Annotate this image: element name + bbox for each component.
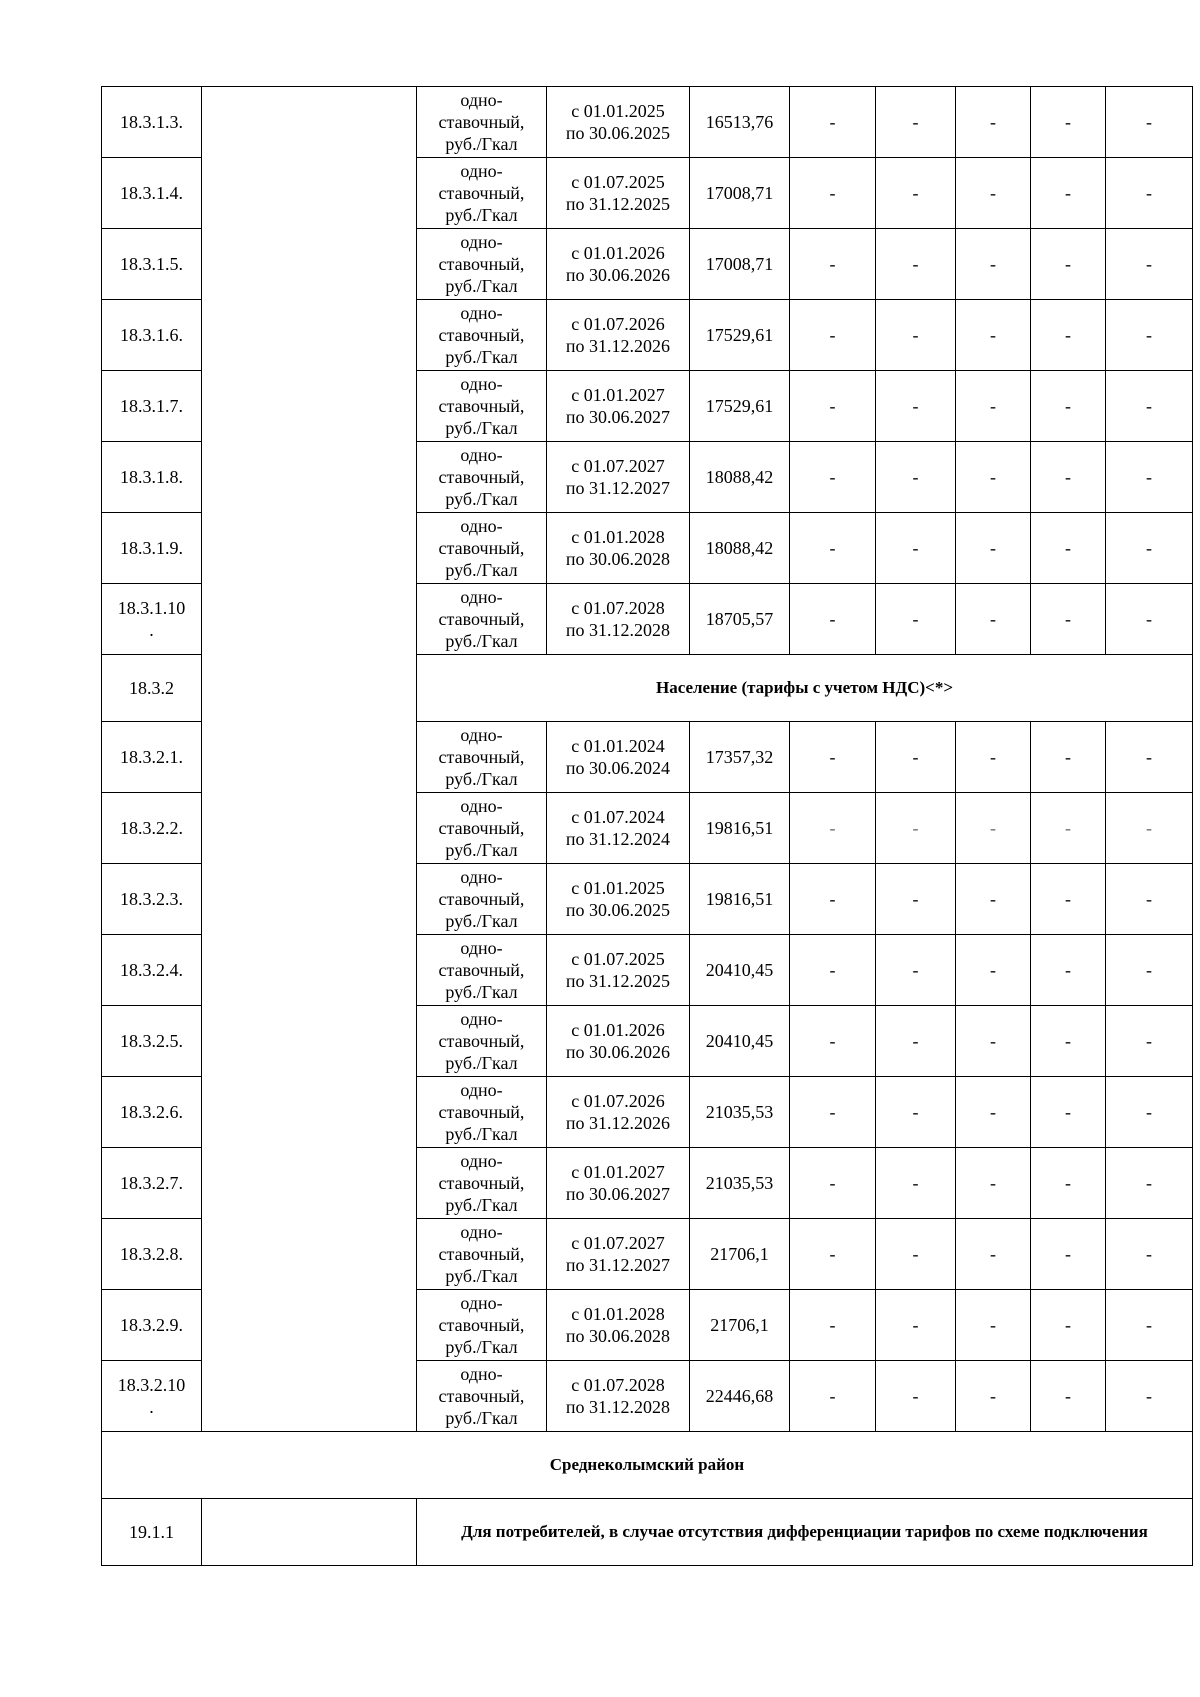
empty-value-cell: - (790, 584, 876, 655)
tariff-value-cell: 17529,61 (690, 371, 790, 442)
tariff-type-cell: одно- ставочный, руб./Гкал (417, 722, 547, 793)
empty-value-cell: - (1106, 793, 1193, 864)
empty-value-cell: - (1106, 584, 1193, 655)
period-cell: с 01.01.2028 по 30.06.2028 (547, 1290, 690, 1361)
empty-value-cell: - (790, 1077, 876, 1148)
empty-value-cell: - (1031, 1148, 1106, 1219)
empty-value-cell: - (790, 1361, 876, 1432)
tariff-type-cell: одно- ставочный, руб./Гкал (417, 158, 547, 229)
empty-value-cell: - (956, 1290, 1031, 1361)
row-number-cell: 18.3.2.3. (102, 864, 202, 935)
empty-value-cell: - (1031, 935, 1106, 1006)
empty-value-cell: - (956, 513, 1031, 584)
empty-value-cell: - (876, 864, 956, 935)
tariff-value-cell: 17008,71 (690, 158, 790, 229)
empty-value-cell: - (876, 793, 956, 864)
tariff-type-cell: одно- ставочный, руб./Гкал (417, 1219, 547, 1290)
tariff-type-cell: одно- ставочный, руб./Гкал (417, 1148, 547, 1219)
empty-value-cell: - (956, 722, 1031, 793)
tariff-value-cell: 18088,42 (690, 513, 790, 584)
empty-value-cell: - (1106, 442, 1193, 513)
period-cell: с 01.01.2026 по 30.06.2026 (547, 229, 690, 300)
row-number-cell: 18.3.1.6. (102, 300, 202, 371)
period-cell: с 01.01.2027 по 30.06.2027 (547, 371, 690, 442)
empty-value-cell: - (1106, 935, 1193, 1006)
organization-cell (202, 1499, 417, 1566)
period-cell: с 01.01.2024 по 30.06.2024 (547, 722, 690, 793)
empty-value-cell: - (790, 722, 876, 793)
empty-value-cell: - (1031, 513, 1106, 584)
tariff-type-cell: одно- ставочный, руб./Гкал (417, 442, 547, 513)
empty-value-cell: - (956, 864, 1031, 935)
empty-value-cell: - (1106, 1006, 1193, 1077)
empty-value-cell: - (876, 513, 956, 584)
table-body (102, 87, 1193, 1566)
empty-value-cell: - (1106, 1148, 1193, 1219)
period-cell: с 01.07.2025 по 31.12.2025 (547, 935, 690, 1006)
empty-value-cell: - (1106, 864, 1193, 935)
tariff-type-cell: одно- ставочный, руб./Гкал (417, 864, 547, 935)
period-cell: с 01.01.2027 по 30.06.2027 (547, 1148, 690, 1219)
period-cell: с 01.01.2028 по 30.06.2028 (547, 513, 690, 584)
row-number-cell: 18.3.2.1. (102, 722, 202, 793)
row-number-cell: 18.3.2.2. (102, 793, 202, 864)
tariff-value-cell: 17008,71 (690, 229, 790, 300)
tariff-value-cell: 22446,68 (690, 1361, 790, 1432)
empty-value-cell: - (876, 1290, 956, 1361)
empty-value-cell: - (790, 793, 876, 864)
tariff-type-cell: одно- ставочный, руб./Гкал (417, 584, 547, 655)
tariff-type-cell: одно- ставочный, руб./Гкал (417, 1006, 547, 1077)
period-cell: с 01.07.2024 по 31.12.2024 (547, 793, 690, 864)
row-number-cell: 18.3.2.5. (102, 1006, 202, 1077)
tariff-type-cell: одно- ставочный, руб./Гкал (417, 1077, 547, 1148)
empty-value-cell: - (790, 935, 876, 1006)
empty-value-cell: - (876, 1361, 956, 1432)
empty-value-cell: - (790, 1006, 876, 1077)
period-cell: с 01.07.2028 по 31.12.2028 (547, 584, 690, 655)
empty-value-cell: - (876, 442, 956, 513)
tariff-value-cell: 19816,51 (690, 793, 790, 864)
row-number-cell: 18.3.1.8. (102, 442, 202, 513)
empty-value-cell: - (1106, 371, 1193, 442)
empty-value-cell: - (876, 158, 956, 229)
empty-value-cell: - (1106, 300, 1193, 371)
tariff-value-cell: 18705,57 (690, 584, 790, 655)
empty-value-cell: - (1031, 1077, 1106, 1148)
tariff-type-cell: одно- ставочный, руб./Гкал (417, 371, 547, 442)
tariff-type-cell: одно- ставочный, руб./Гкал (417, 1290, 547, 1361)
empty-value-cell: - (790, 442, 876, 513)
empty-value-cell: - (1031, 87, 1106, 158)
empty-value-cell: - (956, 584, 1031, 655)
period-cell: с 01.01.2026 по 30.06.2026 (547, 1006, 690, 1077)
empty-value-cell: - (1031, 1006, 1106, 1077)
empty-value-cell: - (1106, 87, 1193, 158)
empty-value-cell: - (1106, 513, 1193, 584)
table-row (102, 87, 1193, 158)
empty-value-cell: - (1106, 1361, 1193, 1432)
empty-value-cell: - (1031, 158, 1106, 229)
empty-value-cell: - (1031, 442, 1106, 513)
empty-value-cell: - (956, 1361, 1031, 1432)
empty-value-cell: - (1031, 1290, 1106, 1361)
period-cell: с 01.07.2027 по 31.12.2027 (547, 442, 690, 513)
empty-value-cell: - (956, 1148, 1031, 1219)
tariff-type-cell: одно- ставочный, руб./Гкал (417, 229, 547, 300)
empty-value-cell: - (876, 722, 956, 793)
empty-value-cell: - (876, 87, 956, 158)
row-number-cell: 18.3.1.4. (102, 158, 202, 229)
row-number-cell: 18.3.2.9. (102, 1290, 202, 1361)
empty-value-cell: - (956, 1219, 1031, 1290)
empty-value-cell: - (790, 158, 876, 229)
tariff-value-cell: 16513,76 (690, 87, 790, 158)
empty-value-cell: - (876, 300, 956, 371)
organization-cell (202, 87, 417, 1432)
subsection-title: Население (тарифы с учетом НДС)<*> (417, 655, 1193, 722)
empty-value-cell: - (1106, 229, 1193, 300)
empty-value-cell: - (1031, 584, 1106, 655)
tariff-type-cell: одно- ставочный, руб./Гкал (417, 793, 547, 864)
empty-value-cell: - (956, 158, 1031, 229)
empty-value-cell: - (790, 1290, 876, 1361)
empty-value-cell: - (1031, 1361, 1106, 1432)
empty-value-cell: - (790, 229, 876, 300)
tariff-table (101, 86, 1193, 1566)
district-title: Среднеколымский район (102, 1432, 1193, 1499)
tariff-value-cell: 21035,53 (690, 1148, 790, 1219)
tariff-value-cell: 20410,45 (690, 1006, 790, 1077)
empty-value-cell: - (790, 1219, 876, 1290)
empty-value-cell: - (956, 793, 1031, 864)
empty-value-cell: - (1106, 722, 1193, 793)
tariff-value-cell: 20410,45 (690, 935, 790, 1006)
row-number-cell: 18.3.2 (102, 655, 202, 722)
empty-value-cell: - (876, 1077, 956, 1148)
empty-value-cell: - (956, 442, 1031, 513)
tariff-value-cell: 17529,61 (690, 300, 790, 371)
period-cell: с 01.01.2025 по 30.06.2025 (547, 87, 690, 158)
tariff-type-cell: одно- ставочный, руб./Гкал (417, 1361, 547, 1432)
row-number-cell: 18.3.1.9. (102, 513, 202, 584)
empty-value-cell: - (876, 371, 956, 442)
empty-value-cell: - (956, 1077, 1031, 1148)
district-row (102, 1432, 1193, 1499)
tariff-value-cell: 19816,51 (690, 864, 790, 935)
empty-value-cell: - (876, 1148, 956, 1219)
empty-value-cell: - (790, 864, 876, 935)
empty-value-cell: - (790, 300, 876, 371)
empty-value-cell: - (1106, 1290, 1193, 1361)
period-cell: с 01.07.2028 по 31.12.2028 (547, 1361, 690, 1432)
row-number-cell: 18.3.2.8. (102, 1219, 202, 1290)
empty-value-cell: - (1031, 1219, 1106, 1290)
empty-value-cell: - (876, 584, 956, 655)
row-number-cell: 18.3.1.5. (102, 229, 202, 300)
tariff-type-cell: одно- ставочный, руб./Гкал (417, 300, 547, 371)
empty-value-cell: - (1031, 793, 1106, 864)
row-number-cell: 19.1.1 (102, 1499, 202, 1566)
period-cell: с 01.07.2025 по 31.12.2025 (547, 158, 690, 229)
subsection-title: Для потребителей, в случае отсутствия дифференциации тарифов по схеме подключения (417, 1499, 1193, 1566)
tariff-value-cell: 21706,1 (690, 1219, 790, 1290)
empty-value-cell: - (956, 1006, 1031, 1077)
empty-value-cell: - (1106, 1077, 1193, 1148)
subsection-row (102, 1499, 1193, 1566)
empty-value-cell: - (1031, 229, 1106, 300)
empty-value-cell: - (876, 229, 956, 300)
tariff-type-cell: одно- ставочный, руб./Гкал (417, 87, 547, 158)
row-number-cell: 18.3.2.10 . (102, 1361, 202, 1432)
empty-value-cell: - (1106, 1219, 1193, 1290)
empty-value-cell: - (1031, 722, 1106, 793)
empty-value-cell: - (790, 87, 876, 158)
empty-value-cell: - (956, 371, 1031, 442)
empty-value-cell: - (790, 371, 876, 442)
period-cell: с 01.07.2026 по 31.12.2026 (547, 300, 690, 371)
tariff-value-cell: 17357,32 (690, 722, 790, 793)
empty-value-cell: - (1031, 371, 1106, 442)
empty-value-cell: - (790, 1148, 876, 1219)
empty-value-cell: - (790, 513, 876, 584)
tariff-value-cell: 21035,53 (690, 1077, 790, 1148)
empty-value-cell: - (1106, 158, 1193, 229)
row-number-cell: 18.3.1.10 . (102, 584, 202, 655)
empty-value-cell: - (956, 300, 1031, 371)
tariff-value-cell: 21706,1 (690, 1290, 790, 1361)
row-number-cell: 18.3.2.6. (102, 1077, 202, 1148)
tariff-value-cell: 18088,42 (690, 442, 790, 513)
row-number-cell: 18.3.2.7. (102, 1148, 202, 1219)
empty-value-cell: - (876, 1006, 956, 1077)
period-cell: с 01.01.2025 по 30.06.2025 (547, 864, 690, 935)
tariff-type-cell: одно- ставочный, руб./Гкал (417, 513, 547, 584)
period-cell: с 01.07.2026 по 31.12.2026 (547, 1077, 690, 1148)
empty-value-cell: - (876, 1219, 956, 1290)
row-number-cell: 18.3.1.7. (102, 371, 202, 442)
empty-value-cell: - (1031, 864, 1106, 935)
tariff-type-cell: одно- ставочный, руб./Гкал (417, 935, 547, 1006)
empty-value-cell: - (1031, 300, 1106, 371)
empty-value-cell: - (956, 229, 1031, 300)
empty-value-cell: - (956, 87, 1031, 158)
empty-value-cell: - (956, 935, 1031, 1006)
row-number-cell: 18.3.1.3. (102, 87, 202, 158)
empty-value-cell: - (876, 935, 956, 1006)
row-number-cell: 18.3.2.4. (102, 935, 202, 1006)
period-cell: с 01.07.2027 по 31.12.2027 (547, 1219, 690, 1290)
